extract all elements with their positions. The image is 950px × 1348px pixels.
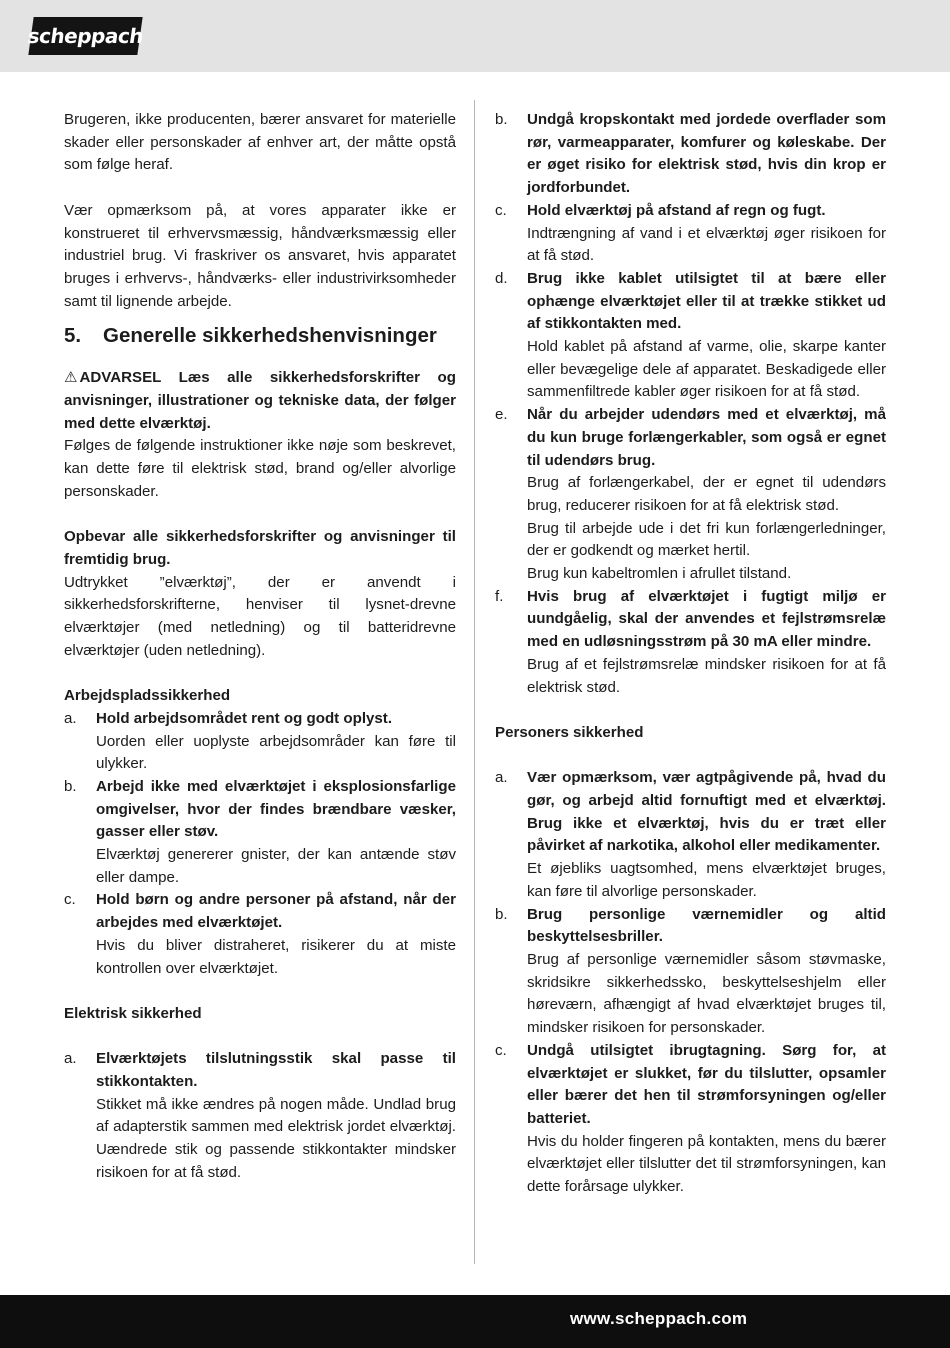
list-item-bold: Hold elværktøj på afstand af regn og fugt.: [527, 201, 826, 219]
list-item-bold: Arbejd ikke med elværktøjet i eksplosionsfarlige omgivelser, hvor der findes brændbare væsker, gasser eller støv.: [96, 777, 456, 841]
list-marker: e.: [495, 406, 508, 424]
list-item: [495, 404, 886, 586]
section-title: Generelle sikkerhedshenvisninger: [103, 324, 437, 348]
list-marker: c.: [495, 1041, 507, 1059]
list-marker: f.: [495, 587, 504, 605]
list-item: [495, 1040, 886, 1199]
section-heading: [64, 313, 456, 367]
list-item-text: Brug kun kabeltromlen i afrullet tilstand.: [527, 565, 792, 583]
warning-bold-text: ADVARSEL Læs alle sikkerhedsforskrifter og anvisninger, illustrationer og tekniske data, der følger med dette elværktøj.: [64, 369, 456, 432]
list-item: [64, 708, 456, 776]
list-item: [495, 109, 886, 200]
list-marker: b.: [495, 905, 508, 923]
list-item-text: Hold kablet på afstand af varme, olie, skarpe kanter eller bevægelige dele af apparatet. Beskadigede eller sammenfiltrede kabler øger risikoen for at få stød.: [527, 338, 886, 401]
list-item-text: Et øjebliks uagtsomhed, mens elværktøjet bruges, kan føre til alvorlige personskader.: [527, 860, 886, 900]
scheppach-logo: scheppach: [28, 17, 142, 55]
electrical-safety-heading: Elektrisk sikkerhed: [64, 1004, 202, 1022]
list-item-text: Elværktøj genererer gnister, der kan antænde støv eller dampe.: [96, 846, 456, 886]
list-marker: d.: [495, 269, 508, 287]
column-divider: [474, 100, 475, 1264]
left-column: [64, 109, 456, 1185]
list-item-text: Brug til arbejde ude i det fri kun forlængerledninger, der er godkendt og mærket hertil.: [527, 519, 886, 560]
list-item: [495, 904, 886, 1040]
section-number: 5.: [64, 324, 82, 348]
list-item: [495, 767, 886, 903]
list-marker: a.: [495, 769, 508, 787]
work-area-heading: Arbejdspladssikkerhed: [64, 687, 231, 705]
list-item: [495, 268, 886, 404]
warning-text: Følges de følgende instruktioner ikke nøje som beskrevet, kan dette føre til elektrisk stød, brand og/eller alvorlige personskader.: [64, 437, 456, 500]
list-item-bold: Hold børn og andre personer på afstand, når der arbejdes med elværktøjet.: [96, 891, 456, 932]
list-item-bold: Undgå kropskontakt med jordede overflader som rør, varmeapparater, komfurer og køleskabe. Der er øget risiko for elektrisk stød, hvis din krop er jordforbundet.: [527, 111, 886, 197]
list-marker: b.: [495, 111, 508, 128]
list-marker: b.: [64, 777, 77, 795]
list-item-text: Brug af et fejlstrømsrelæ mindsker risikoen for at få elektrisk stød.: [527, 655, 886, 696]
list-item-bold: Hvis brug af elværktøjet i fugtigt miljø er uundgåelig, skal der anvendes et fejlstrømsrelæ med en udløsningsstrøm på 30 mA eller mindre.: [527, 587, 886, 651]
intro-paragraph-1: Brugeren, ikke producenten, bærer ansvaret for materielle skader eller personskader af enhver art, der måtte opstå som følge heraf.: [64, 111, 456, 174]
list-item: [64, 889, 456, 980]
page-footer: [0, 1295, 950, 1348]
warning-triangle-icon: ⚠: [64, 369, 78, 387]
list-item-bold: Undgå utilsigtet ibrugtagning. Sørg for, at elværktøjet er slukket, før du tilslutter, opsamler eller bærer det hen til strømforsyningen og/eller batteriet.: [527, 1041, 886, 1127]
list-item: [64, 1048, 456, 1184]
list-item: [495, 586, 886, 700]
list-item-text: Hvis du bliver distraheret, risikerer du at miste kontrollen over elværktøjet.: [96, 936, 456, 977]
list-item-text: Brug af forlængerkabel, der er egnet til udendørs brug, reducerer risikoen for at få elektrisk stød.: [527, 474, 886, 514]
page-header: [0, 0, 950, 72]
list-marker: c.: [495, 201, 507, 219]
keep-instructions-bold: Opbevar alle sikkerhedsforskrifter og anvisninger til fremtidig brug.: [64, 528, 456, 568]
list-marker: a.: [64, 709, 77, 727]
list-item-text: Brug af personlige værnemidler såsom støvmaske, skridsikre sikkerhedssko, beskyttelseshjelm eller høreværn, afhængigt af hvad elværktøjet bruges til, mindsker risikoen for personskader.: [527, 950, 886, 1037]
warning-block: [64, 367, 456, 435]
right-column: [495, 109, 886, 1199]
list-item-text: Stikket må ikke ændres på nogen måde. Undlad brug af adapterstik sammen med elektrisk jordet elværktøj. Uændrede stik og passende stikkontakter mindsker risikoen for at få stød.: [96, 1095, 456, 1181]
list-marker: c.: [64, 891, 76, 909]
list-item: [64, 776, 456, 890]
list-item-bold: Brug ikke kablet utilsigtet til at bære eller ophænge elværktøjet eller til at trække stikket ud af stikkontakten med.: [527, 269, 886, 333]
website-url: www.scheppach.com: [570, 1309, 748, 1328]
list-marker: a.: [64, 1050, 77, 1068]
list-item-bold: Brug personlige værnemidler og altid beskyttelsesbriller.: [527, 905, 886, 946]
list-item-bold: Når du arbejder udendørs med et elværktøj, må du kun bruge forlængerkabler, som også er egnet til udendørs brug.: [527, 406, 886, 469]
list-item-text: Indtrængning af vand i et elværktøj øger risikoen for at få stød.: [527, 224, 886, 265]
list-item-bold: Elværktøjets tilslutningsstik skal passe til stikkontakten.: [96, 1050, 456, 1091]
keep-instructions-text: Udtrykket ”elværktøj”, der er anvendt i sikkerhedsforskrifterne, henviser til lysnet-drevne elværktøjer (med netledning) og til batteridrevne elværktøjer (uden netledning).: [64, 573, 456, 659]
list-item-text: Uorden eller uoplyste arbejdsområder kan føre til ulykker.: [96, 732, 456, 773]
intro-paragraph-2: Vær opmærksom på, at vores apparater ikke er konstrueret til erhvervsmæssig, håndværksmæssig eller industriel brug. Vi fraskriver os ansvaret, hvis apparatet bruges i erhvervs-, håndværks- eller industrivirksomheder samt til lignende arbejde.: [64, 201, 456, 310]
list-item: [495, 200, 886, 268]
list-item-bold: Hold arbejdsområdet rent og godt oplyst.: [96, 709, 393, 727]
personal-safety-heading: Personers sikkerhed: [495, 723, 644, 741]
list-item-text: Hvis du holder fingeren på kontakten, mens du bærer elværktøjet eller tilslutter det til strømforsyningen, kan dette forårsage ulykker.: [527, 1132, 886, 1196]
list-item-bold: Vær opmærksom, vær agtpågivende på, hvad du gør, og arbejd altid fornuftigt med et elværktøj. Brug ikke et elværktøj, hvis du er træt eller påvirket af narkotika, alkohol eller medikamenter.: [527, 769, 886, 855]
